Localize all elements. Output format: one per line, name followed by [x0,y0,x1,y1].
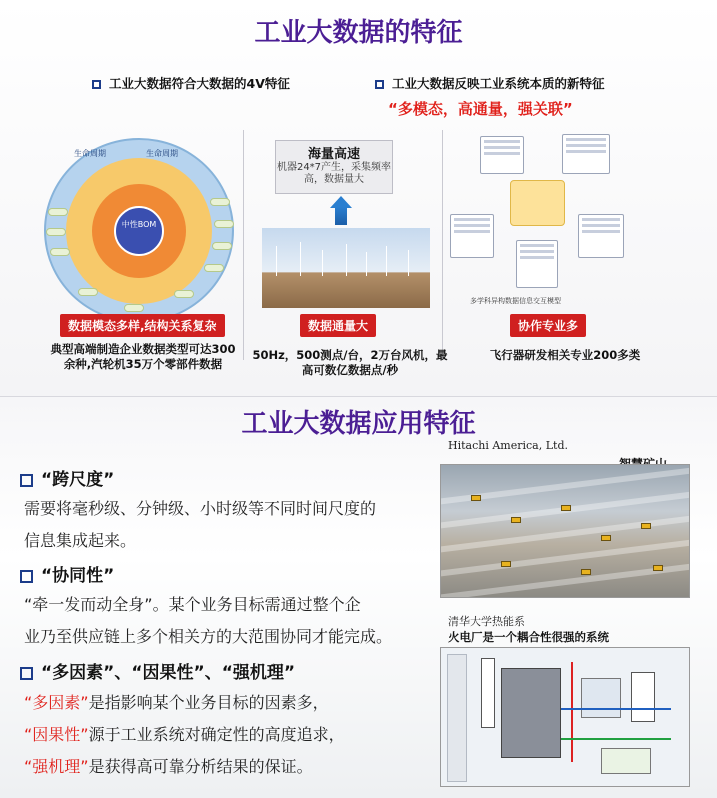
square-bullet-icon [20,667,33,680]
body-line-text: 源于工业系统对确定性的高度追求， [88,725,345,744]
square-bullet-icon [92,80,101,89]
smart-mine-image [440,464,690,598]
body-line-text: 是指影响某个业务目标的因素多， [88,693,329,712]
heading-text: “跨尺度” [41,470,115,490]
body-multifactor [24,687,345,783]
core-ring [114,206,164,256]
wind-farm-photo [262,228,430,308]
center-node [510,180,565,226]
diagram-node [516,240,558,288]
plant-label: 火电厂是一个耦合性很强的系统 [448,630,609,644]
point-new-features [375,74,605,92]
slide-title: 工业大数据的特征 [254,18,463,48]
heading-text: “协同性” [41,566,115,586]
caption-throughput: 50Hz，500测点/台，2万台风机，最高可数亿数据点/秒 [252,348,448,377]
caption-modality: 典型高端制造企业数据类型可达300余种,汽轮机35万个零部件数据 [50,342,236,371]
point-4v [92,74,290,92]
heading-multifactor [20,658,295,683]
diagram-node [78,288,98,296]
body-line: 需要将毫秒级、分钟级、小时级等不同时间尺度的 [24,499,377,518]
red-term: “多因素” [24,693,89,712]
body-line-text: 是获得高可靠分析结果的保证。 [88,757,313,776]
caption-collaboration: 飞行器研发相关专业200多类 [489,348,641,362]
diagram-node [212,242,232,250]
body-line [24,719,345,751]
square-bullet-icon [20,570,33,583]
body-line: 信息集成起来。 [24,531,137,550]
diagram-node [50,248,70,256]
diagram-node [46,228,66,236]
body-line [24,687,345,719]
source-tsinghua: 清华大学热能系 [448,615,525,628]
body-line: 业乃至供应链上多个相关方的大范围协同才能完成。 [24,627,393,646]
slide-features [0,0,717,396]
diagram-node [124,304,144,312]
bom-circle-diagram [44,138,234,323]
speed-desc: 机器24*7产生，采集频率高，数据量大 [276,162,392,185]
diagram-node [174,290,194,298]
slide-title: 工业大数据应用特征 [241,409,476,439]
network-diagram [450,128,625,298]
body-line: “牵一发而动全身”。某个业务目标需通过整个企 [24,595,361,614]
core-label: 中性BOM [121,220,157,229]
tag-collaboration: 协作专业多 [510,314,586,337]
square-bullet-icon [20,474,33,487]
diagram-node [214,220,234,228]
heading-synergy [20,561,114,586]
source-hitachi: Hitachi America, Ltd. [448,439,568,452]
diagram-node [480,136,524,174]
tag-modality: 数据模态多样,结构关系复杂 [60,314,225,337]
divider [442,130,443,360]
body-line [24,751,345,783]
diagram-node [48,208,68,216]
slogan: “多模态，高通量，强关联” [388,100,573,118]
body-cross-scale [24,493,376,557]
slide-application [0,396,717,798]
power-plant-diagram [440,647,690,787]
diagram-node [578,214,624,258]
heading-cross-scale [20,465,114,490]
diagram-node [204,264,224,272]
heading-text: “多因素”、“因果性”、“强机理” [41,663,296,683]
red-term: “强机理” [24,757,89,776]
point-new-features-text: 工业大数据反映工业系统本质的新特征 [392,76,605,91]
ring-label: 生命周期 [146,149,178,158]
arrow-shaft [335,207,347,225]
speed-box [275,140,393,194]
body-synergy [24,589,392,653]
point-4v-text: 工业大数据符合大数据的4V特征 [109,76,290,91]
diagram-node [450,214,494,258]
ring-label: 生命周期 [74,149,106,158]
red-term: “因果性” [24,725,89,744]
square-bullet-icon [375,80,384,89]
diagram-node [562,134,610,174]
network-caption: 多学科异构数据信息交互模型 [470,297,561,305]
speed-title: 海量高速 [307,147,360,162]
tag-throughput: 数据通量大 [300,314,376,337]
divider [243,130,244,360]
diagram-node [210,198,230,206]
